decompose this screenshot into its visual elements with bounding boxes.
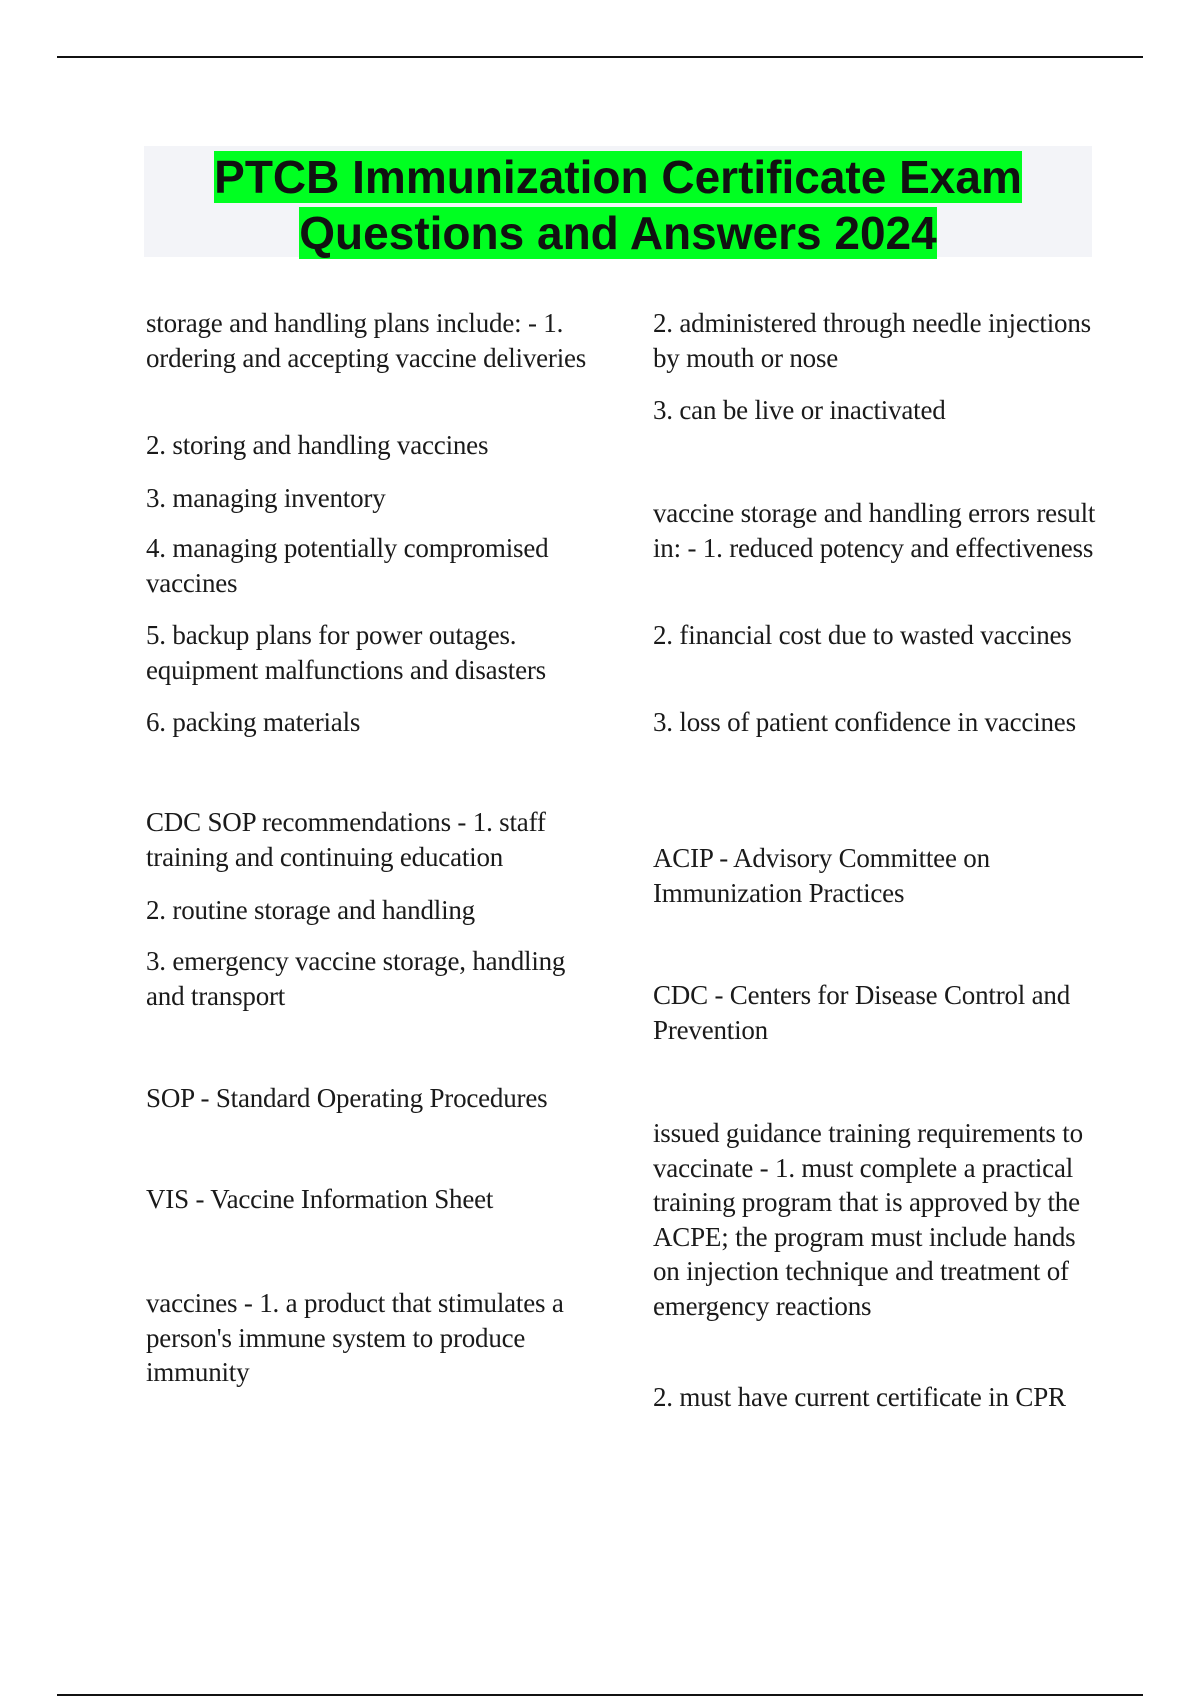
title-line-2: Questions and Answers 2024 [299,207,937,259]
title-banner [144,146,1092,257]
top-rule [57,56,1143,58]
qa-item: 2. storing and handling vaccines [146,430,489,460]
qa-item: CDC - Centers for Disease Control and Prevention [653,980,1071,1045]
qa-item: 3. managing inventory [146,483,386,513]
qa-item: 2. must have current certificate in CPR [653,1382,1066,1412]
qa-item: ACIP - Advisory Committee on Immunization Practices [653,843,990,908]
qa-item: 2. financial cost due to wasted vaccines [653,620,1072,650]
qa-item: VIS - Vaccine Information Sheet [146,1184,494,1214]
qa-item: 3. emergency vaccine storage, handling and transport [146,946,566,1011]
qa-item: 4. managing potentially compromised vaccines [146,533,549,598]
qa-item: vaccines - 1. a product that stimulates a person's immune system to produce immunity [146,1288,564,1387]
qa-item: 3. can be live or inactivated [653,395,946,425]
qa-item: CDC SOP recommendations - 1. staff training and continuing education [146,807,546,872]
bottom-rule [57,1694,1143,1696]
qa-item: 6. packing materials [146,707,361,737]
qa-item: SOP - Standard Operating Procedures [146,1083,548,1113]
page-title [144,146,1092,261]
title-line-1: PTCB Immunization Certificate Exam [214,151,1022,203]
qa-item: 2. routine storage and handling [146,895,475,925]
qa-item: vaccine storage and handling errors result in: - 1. reduced potency and effectiveness [653,498,1096,563]
qa-item: 2. administered through needle injections by mouth or nose [653,308,1091,373]
qa-item: storage and handling plans include: - 1. ordering and accepting vaccine deliveries [146,308,587,373]
qa-item: 5. backup plans for power outages. equipment malfunctions and disasters [146,620,546,685]
qa-item: 3. loss of patient confidence in vaccines [653,707,1076,737]
qa-item: issued guidance training requirements to vaccinate - 1. must complete a practical training program that is approved by the ACPE; the program must include hands on injection technique and treatment of emergency reactions [653,1118,1083,1321]
